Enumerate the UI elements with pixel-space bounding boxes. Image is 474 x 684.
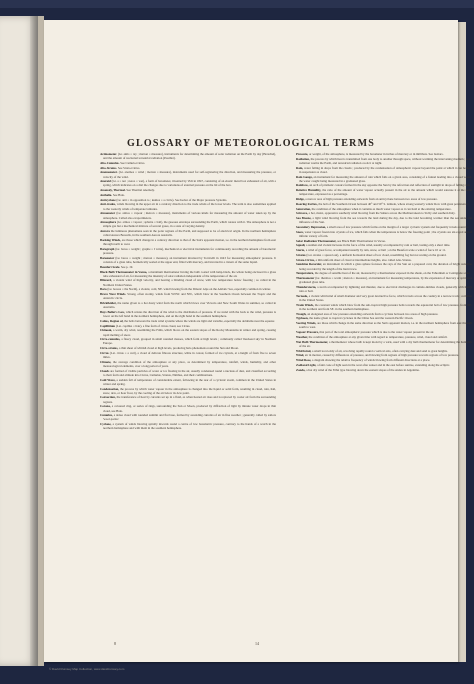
glossary-term: Trade Winds, [296,302,314,307]
glossary-term: Calms, Region of, [100,318,124,323]
glossary-definition: a thermometer whose bulb is kept moist by a wick, used with a dry bulb thermometer for determining the humidity of the air. [299,339,472,348]
glossary-entry [100,270,276,278]
glossary-term: Anomaly, Thermal. [100,188,126,193]
glossary-definition: the name given to tropical cyclones in the China Sea and the western Pacific Ocean. [309,316,414,321]
glossary-definition: which relates the direction of the wind to the distribution of pressure. If we stand with the back to the wind, pressure is lower on the left hand in the northern hemisphere, and on the right hand in the southern hemisphere. [103,309,276,319]
glossary-definition: or weight, of the atmosphere, is measured by the barometer in inches of mercury or in millibars. See Isobars. [308,152,444,156]
glossary-definition: are those which change in a contrary direction to that of the Sun's apparent motion, i.e. in the northern hemisphere from east through north to west. [103,238,276,247]
glossary-definition: a violent whirlwind of small diameter and very great destructive force, which travels across the country in a narrow track ; common in the United States. [299,293,472,303]
glossary-entry [100,422,276,430]
glossary-entry [100,413,276,421]
glossary-definition: a system of winds blowing spirally inwards round a centre of low barometric pressure, contrary to the hands of a watch in the northern hemisphere and with them in the southern hemisphere. [103,422,276,431]
page-title: GLOSSARY OF METEOROLOGICAL TERMS [127,138,375,149]
glossary-term: Capillitium [100,323,116,328]
glossary-entry [100,404,276,412]
glossary-entry [100,202,276,210]
glossary-column-left [100,152,276,637]
glossary-entry [100,310,276,318]
glossary-term: Atmometer [100,211,116,216]
glossary-column-right [296,152,472,637]
glossary-term: Storm, [296,248,306,253]
glossary-entry [100,287,276,291]
glossary-definition: the belts between the trade wind systems where the winds are light and variable, especially the doldrums near the equator. [124,318,275,323]
glossary-entry [296,239,472,243]
glossary-definition: a dense cloud with rounded summit and flat base, formed by ascending currents of air in fine weather ; generally called by sailors 'wool-packs.' [103,413,276,422]
glossary-term: Cirro-stratus, [100,346,119,351]
glossary-definition: See p. 19. [120,264,134,269]
glossary-term: Actinometer. [100,152,117,156]
glossary-entry [296,353,472,357]
glossary-entry [100,220,276,228]
glossary-definition: (Lat. cirrus = a curl), a cloud of delicate fibrous structure, white in colour, formed of ice crystals, at a height of from five to seven miles. [103,350,276,360]
glossary-term: Roaring Forties, [296,201,318,206]
glossary-entry [100,369,276,377]
glossary-entry [296,358,472,362]
glossary-entry [296,330,472,334]
glossary-definition: the belt of the Southern Ocean between 40° and 50° S. latitude, where strong westerly winds blow with great persistence. [318,201,469,206]
glossary-entry [100,152,276,160]
glossary-entry [100,188,276,192]
glossary-term: Aurora [100,229,110,234]
glossary-definition: a fleecy cloud, grouped in small rounded masses, which form at high levels ; commonly called 'mackerel sky' in Northern Europe. [103,337,276,346]
glossary-entry [296,335,472,339]
glossary-entry [296,349,472,353]
glossary-definition: an instrument for measuring the amount of rain which falls on a given area, consisting of a funnel leading into a closed vessel, the water caught being measured in a graduated glass. [299,174,472,183]
glossary-term: Brickfielder, [100,301,117,306]
glossary-term: Trough, [296,311,307,316]
glossary-definition: a coloured ring, or series of rings, surrounding the Sun or Moon, produced by diffraction of light by minute water drops in thin cloud, see Halo. [103,404,276,413]
glossary-definition: See Thermal Anomaly. [126,188,155,193]
glossary-entry [296,340,472,348]
glossary-definition: a wind of great force, accompanied usually by rain, snow, or hail ; on the Beaufort scale a wind of force 10 or 11. [305,248,446,253]
glossary-term: Zonda, [296,367,306,372]
glossary-term: Clouds [100,368,110,373]
glossary-term: Strato-Cirrus, [296,257,315,262]
glossary-term: Backing Winds, [100,238,121,243]
glossary-term: Radiation, [296,156,310,161]
glossary-entry [296,248,472,252]
glossary-term: Weather, [296,334,308,339]
glossary-definition: the condition of the atmosphere at any given time with regard to temperature, pressure, wind, cloud and rainfall. [308,334,448,339]
glossary-term: Typhoon, [296,316,309,321]
glossary-term: Beaufort Scale. [100,264,121,269]
glossary-definition: the ratio of the amount of water vapour actually present in the air to the amount which would saturate it at the same temperature, expressed as a percentage. [299,188,472,197]
glossary-definition: (Gr. aktis = ray ; metron = measure), instruments for determining the amount of solar radiation on the Earth by day (Herschel), and the amount of nocturnal terrestrial radiation (Pouillet). [103,152,276,161]
glossary-term: Anti-trades, [100,202,116,207]
glossary-entry [296,276,472,284]
glossary-entry [100,193,276,197]
glossary-term: Tornado, [296,293,309,298]
glossary-term: Whirlwind, [296,348,312,353]
glossary-term: Rain, [296,165,304,170]
glossary-entry [100,278,276,286]
glossary-page [44,20,472,662]
glossary-definition: See Strato-Cirrus. [117,165,141,170]
glossary-term: Temperature, [296,271,314,276]
glossary-term: Cumulus, [100,413,113,418]
glossary-definition: (Gr. a = not ; neros = wet), a form of barometer, invented by Vidi in 1847, consisting of an elastic metal box exhausted of air, with a spring, which indicates on a dial the changes due to variations of external pressure on the lid of the box. [103,179,276,188]
glossary-entry [296,363,472,367]
glossary-entry [100,238,276,246]
glossary-entry [100,395,276,403]
glossary-term: Anemometer. [100,170,118,175]
glossary-entry [100,265,276,269]
glossary-entry [100,256,276,264]
glossary-entry [296,285,472,293]
glossary-term: Cyclone, [100,422,112,427]
glossary-definition: are those which change in the same direction as the Sun's apparent motion, i.e. in the northern hemisphere from east through south to west. [299,321,472,330]
glossary-entry [296,166,472,174]
glossary-term: Aneroid [100,179,111,184]
glossary-term: Cirrus [100,350,109,355]
glossary-definition: the process by which water vapour in the atmosphere is changed into the liquid or solid form, resulting in cloud, rain, hail, snow, dew, or hoar frost, by the cooling of the air below its dew point. [103,386,276,395]
glossary-definition: (Gr. boreas = the North), a violent, cold, NE. wind blowing from the Dinaric Alps on the Adriatic Sea, especially common in winter. [107,287,271,292]
glossary-definition: water vapour frozen into crystals of ice, which falls when the temperature is below the freezing point ; the crystals are six-rayed and of infinite variety of form. [299,229,472,238]
glossary-term: Rain Gauge, [296,174,313,179]
glossary-definition: air in motion, caused by differences of pressure, and blowing from regions of high pressure towards regions of low pressure. [304,353,459,358]
glossary-entry [100,351,276,359]
page-number-left: 8 [114,641,116,646]
glossary-definition: (Gr. baros = weight ; metron = measure), an instrument invented by Torricelli in 1643 for measuring atmospheric pressure. It consists of a glass tube, hermetically sealed at the upper end, filled with mercury, and inverted in a cistern of the same liquid. [103,255,276,265]
glossary-entry [100,166,276,170]
glossary-entry [100,360,276,368]
glossary-entry [100,211,276,219]
glossary-entry [100,161,276,165]
glossary-entry [296,225,472,229]
glossary-definition: a hot dry wind of the Föhn type blowing down the eastern slopes of the Andes in Argentina. [306,367,420,372]
glossary-entry [100,337,276,345]
glossary-definition: an arch of prismatic colours formed in the sky opposite the Sun by the refraction and reflection of sunlight in drops of falling rain. [309,183,471,188]
glossary-definition: See Cumulo-Cirrus. [120,160,146,165]
glossary-term: Pressure, [296,152,309,156]
glossary-definition: (Lat. stratus = spread out), a uniform horizontal sheet of low cloud, resembling fog but not resting on the ground. [306,252,447,257]
glossary-term: Rainbow, [296,183,309,188]
glossary-term: Sea Breeze, [296,216,312,221]
glossary-definition: the name given to a hot dusty wind from the north which blows over Victoria and New South Wales in summer, so called in Australia. [103,301,276,310]
glossary-term: Convection, [100,395,116,400]
glossary-entry [100,292,276,300]
glossary-term: Barograph [100,247,115,251]
glossary-definition: that part of the total atmospheric pressure which is due to the water vapour present in the air. [319,330,435,335]
glossary-term: Anticyclone [100,197,116,202]
glossary-entry [296,294,472,302]
glossary-definition: the degree of sensible heat of the air, measured by a thermometer exposed in the shade, on the Fahrenheit or Centigrade scale. [314,271,471,276]
glossary-term: Wet Bulb Thermometer, [296,339,329,344]
glossary-definition: See Halo. [112,192,125,197]
glossary-entry [100,170,276,178]
glossary-entry [296,183,472,187]
glossary-entry [100,378,276,386]
collection-credit: © David Rumsey Map Collection, www.davidrumsey.com [49,667,125,671]
glossary-term: Atmosphere [100,220,117,225]
glossary-term: Brave West Winds. [100,292,127,297]
glossary-entry [296,202,472,206]
glossary-term: Wind Rose, [296,358,312,363]
glossary-definition: (Gr. anti = in opposition to ; kuklos = a circle). See Isobar of the Major pressure Systems. [116,197,228,202]
glossary-term: Cirro-cumulus, [100,337,121,342]
glossary-term: Squall, [296,243,306,248]
glossary-term: Chinook, [100,328,113,333]
glossary-entry [296,312,472,316]
glossary-term: Wind, [296,353,305,358]
glossary-entry [296,197,472,201]
glossary-definition: an elongated area of low pressure extending outwards from a cyclone between two areas of high pressure. [307,311,439,316]
glossary-definition: (Gr. atmos = vapour ; metron = measure), instruments of various kinds for measuring the amount of water taken up by the atmosphere. Called also evaporimeters. [103,211,276,220]
glossary-entry [100,346,276,350]
glossary-term: Barometer [100,255,115,260]
glossary-definition: a violent wind of high velocity, and bearing a blinding cloud of snow, with low temperature below freezing ; so called in the Northern United States. [103,278,276,287]
glossary-term: Zodiacal Light, [296,362,317,367]
glossary-entry [296,211,472,215]
glossary-term: Scirocco, [296,211,308,216]
glossary-term: Alto-Stratus. [100,165,118,170]
glossary-entry [296,188,472,196]
glossary-entry [100,328,276,336]
glossary-entry [296,230,472,238]
cover-top-edge [0,0,474,8]
glossary-term: Bora [100,287,107,292]
glossary-definition: a thin sheet of whitish cloud at high levels, producing halo phenomena round the Sun and Moon. [119,346,239,351]
glossary-definition: the process by which heat is transmitted from one body to another through space, without warming the intervening medium ; solar radiation warms the Earth, and terrestrial radiation cools it at night. [299,156,472,165]
glossary-entry [296,262,472,270]
glossary-entry [296,316,472,320]
glossary-entry [100,387,276,395]
glossary-term: Solar Radiation Thermometer, [296,238,337,243]
glossary-definition: a sudden fall of temperature of considerable extent, following in the rear of a cyclonic storm, common in the United States in winter and spring. [103,377,276,386]
glossary-entry [100,319,276,323]
glossary-definition: winds blowing in the upper air in a contrary direction to the trade winds of the lower levels. The term is also sometimes applied to the westerly winds of temperate latitudes. [103,202,276,211]
glossary-entry [296,271,472,275]
glossary-definition: (Lat. capillus = hair), a fine form of cirrus cloud, see Cirrus. [115,323,191,328]
glossary-definition: a warm, dry wind, resembling the Föhn, which blows on the eastern slopes of the Rocky Mountains in winter and spring, causing rapid melting of snow. [103,328,276,337]
glossary-definition: a light wind blowing from the sea towards the land during the day, due to the land becoming warmer than the sea under the influence of the Sun. [299,216,472,225]
glossary-term: Anthelia. [100,192,113,197]
glossary-entry [100,179,276,187]
glossary-entry [296,321,472,329]
glossary-entry [296,157,472,165]
glossary-term: Relative Humidity, [296,188,322,193]
glossary-term: Veering Winds, [296,321,317,326]
glossary-entry [296,152,472,156]
glossary-term: Climate, [100,359,112,364]
glossary-definition: the average condition of the atmosphere at any place, as determined by temperature, rainfall, winds, humidity, and other meteorological elements, over a long period of years. [103,359,276,368]
glossary-term: Saturation, [296,206,311,211]
glossary-definition: (Gr. thermos = warm ; metron = measure), an instrument for measuring temperature, by the expansion of mercury or spirit in a graduated glass tube. [299,276,472,285]
glossary-term: Cold Wave, [100,377,116,382]
glossary-term: Vapour Pressure, [296,330,319,335]
glossary-definition: see Black Bulb Thermometer in Vacuo. [337,238,386,243]
glossary-entry [100,324,276,328]
glossary-term: Alto-Cumulus. [100,160,120,165]
glossary-term: Thunderstorm, [296,285,317,289]
glossary-term: Secondary Depression, [296,225,327,230]
glossary-entry [296,368,472,372]
glossary-definition: a storm accompanied by lightning and thunder, due to electrical discharges in cumulo-nimbus clouds, generally with heavy rain or hail. [299,285,472,294]
glossary-definition: an instrument in which a glass sphere focusses the rays of the Sun on a prepared card, the duration of bright sunshine being recorded by the length of the burnt trace. [299,262,472,271]
glossary-term: Black Bulb Thermometer in Vacuo, [100,269,148,274]
glossary-entry [296,207,472,211]
glossary-term: Blizzard, [100,278,112,283]
glossary-definition: a narrow area of high pressure extending outwards from an anticyclone between two areas of low pressure. [305,197,438,202]
glossary-entry [100,301,276,309]
glossary-entry [100,229,276,237]
glossary-term: Buys Ballot's Law, [100,309,125,314]
glossary-definition: a thin uniform sheet of cloud at intermediate heights, also called Alto-Stratus. [315,257,412,262]
glossary-definition: water falling in drops from the clouds ; produced by the condensation of atmospheric vapour beyond the point at which it can be held in suspension as cloud. [299,165,472,174]
glossary-definition: the condition of the atmosphere when it contains as much water vapour as it can hold at the existing temperature. [311,206,452,211]
glossary-definition: a diagram showing the relative frequency of winds blowing from different directions at a place. [312,358,431,363]
glossary-entry [296,243,472,247]
glossary-definition: a maximum thermometer having the bulb coated with lamp-black, the whole being enclosed in a glass tube exhausted of air, for measuring the intensity of solar radiation independent of the temperature of the air. [103,269,276,278]
glossary-definition: (Gr. baros = weight ; graphe = I write), mechanical or electrical instruments for continuously recording the amount of barometric pressure. [103,247,276,256]
glossary-term: Corona, [100,404,111,409]
glossary-entry [296,258,472,262]
page-number-right: 14 [255,641,259,646]
glossary-entry [296,175,472,183]
glossary-entry [296,303,472,311]
glossary-definition: (Gr. atmos = vapour ; sphaira = ball), the gaseous envelope surrounding the Earth, which rotates with it. The atmosphere is not a simple gas but a mechanical mixture of several gases, in a state of varying density. [103,220,276,229]
glossary-definition: the constant winds which blow from the sub-tropical high pressure belts towards the equatorial belt of low pressure, from NE. in the northern and from SE. in the southern hemisphere. [299,302,472,311]
glossary-entry [296,216,472,224]
glossary-entry [296,253,472,257]
glossary-definition: a sudden and violent increase in the force of the wind, usually accompanied by rain or hail, lasting only a short time. [305,243,451,248]
glossary-definition: a faint cone of light seen in the west after sunset and in the east before sunrise, extending along the ecliptic. [317,362,451,367]
glossary-term: Condensation, [100,386,119,391]
glossary-definition: a small area of low pressure which forms on the margin of a larger cyclonic system and frequently travels round it. [326,225,469,230]
glossary-definition: the luminous phenomena seen in the polar regions of the Earth, and supposed to be of electrical origin. In the northern hemisphere called Aurora Borealis, in the southern Aurora Australis. [103,229,276,238]
glossary-term: Stratus [296,252,306,257]
glossary-term: Thermometer [296,276,315,281]
glossary-definition: a hot, moist, oppressive southerly wind blowing from the Sahara across the Mediterranean to Sicily and southern Italy. [308,211,456,216]
glossary-definition: Strong, often stormy, winds from WNW. and NW., which blow in the Southern Ocean between the Tropic and the Antarctic circle. [103,292,276,301]
glossary-term: Sunshine Recorder, [296,262,322,267]
glossary-definition: the transference of heat by currents set up in a fluid, as when heated air rises and is replaced by cooler air from the surrounding regions. [103,395,276,404]
glossary-definition: a small local eddy of air, revolving rapidly round a vertical axis, often carrying dust and sand to great heights. [312,348,448,353]
glossary-term: Snow, [296,229,304,234]
glossary-entry [100,198,276,202]
glossary-term: Ridge, [296,197,305,202]
glossary-entry [100,247,276,255]
glossary-definition: (Gr. anemos = wind ; metron = measure), instruments used for self-registering the direction, and measuring the pressure, or velocity of the wind. [103,170,276,179]
glossary-definition: are formed of visible particles of water or ice floating in the air, usually condensed round a nucleus of dust, and classified according to their form and altitude into Cirrus, Cumulus, Stratus, Nimbus, and their combinations. [103,368,276,377]
